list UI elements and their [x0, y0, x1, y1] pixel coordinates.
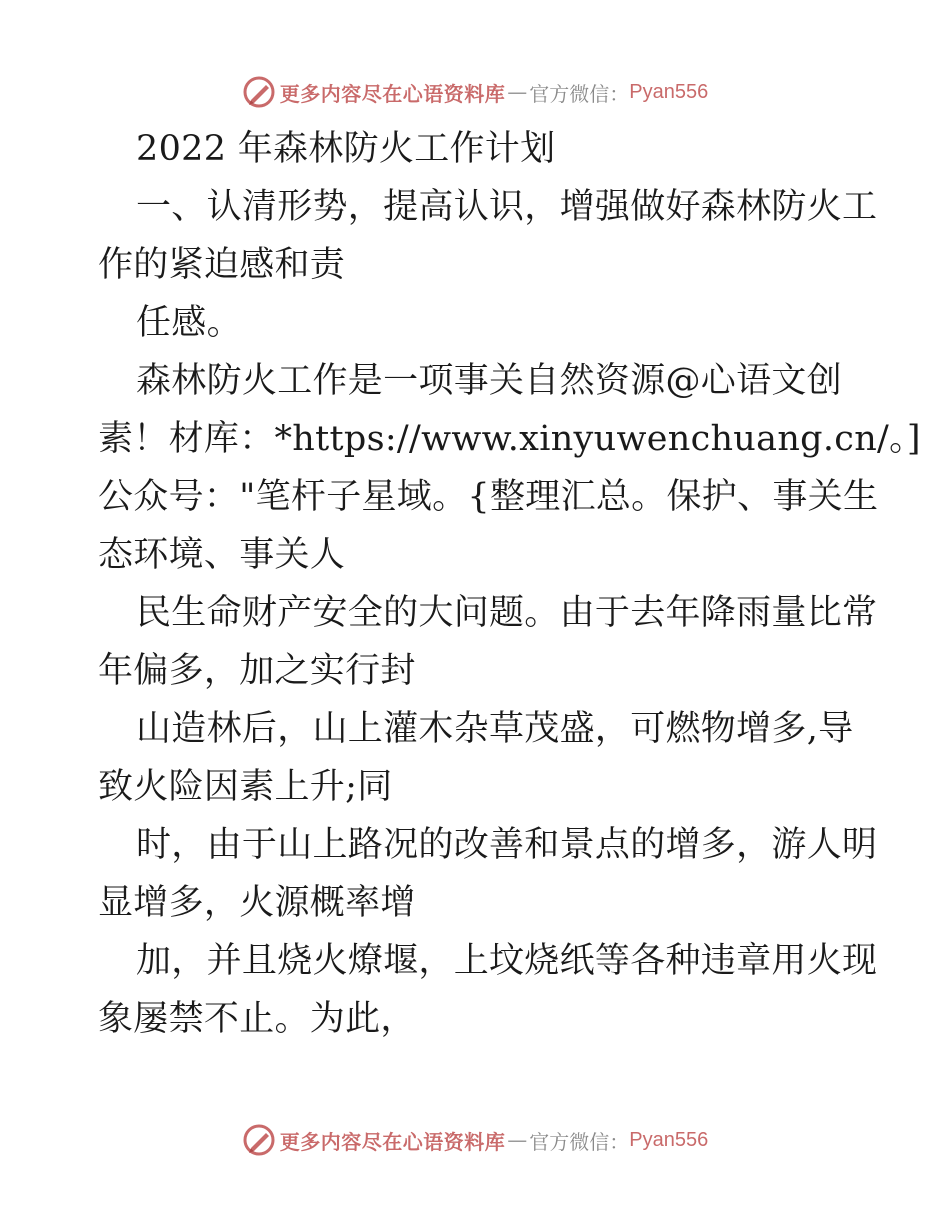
text-line: 加，并且烧火燎堰，上坟烧纸等各种违章用火现 — [136, 941, 878, 981]
wechat-handle: Pyan556 — [629, 1128, 709, 1151]
text-line: 态环境、事关人 — [98, 535, 346, 575]
official-label: 官方微信： — [529, 1129, 630, 1154]
text-line: 山造林后，山上灌木杂草茂盛，可燃物增多,导 — [136, 709, 854, 749]
text-line: 象屡禁不止。为此， — [98, 999, 416, 1039]
text-line: 一、认清形势，提高认识，增强做好森林防火工 — [136, 187, 878, 227]
document-body — [98, 120, 921, 1048]
text-line: 任感。 — [136, 303, 242, 343]
pen-logo-icon — [242, 1123, 276, 1157]
banner-text: 更多内容尽在心语资料库 — [279, 81, 506, 106]
banner-separator: — — [507, 80, 528, 104]
text-line: 年偏多，加之实行封 — [98, 651, 416, 691]
text-line: 民生命财产安全的大问题。由于去年降雨量比常 — [136, 593, 878, 633]
official-label: 官方微信： — [529, 81, 630, 106]
text-line: 森林防火工作是一项事关自然资源@心语文创 — [136, 361, 843, 401]
footer-banner — [0, 1120, 950, 1160]
banner-text: 更多内容尽在心语资料库 — [279, 1129, 506, 1154]
text-line: 致火险因素上升;同 — [98, 767, 393, 807]
text-line: 素！材库：*https://www.xinyuwenchuang.cn/。] — [98, 419, 921, 459]
text-line: 公众号："笔杆子星域。{整理汇总。保护、事关生 — [98, 477, 879, 517]
pen-logo-icon — [242, 75, 276, 109]
text-line: 作的紧迫感和责 — [98, 245, 346, 285]
document-title: 2022 年森林防火工作计划 — [136, 129, 556, 169]
text-line: 时，由于山上路况的改善和景点的增多，游人明 — [136, 825, 878, 865]
text-line: 显增多，火源概率增 — [98, 883, 416, 923]
banner-separator: — — [507, 1128, 528, 1152]
header-banner — [0, 72, 950, 112]
wechat-handle: Pyan556 — [629, 80, 709, 103]
